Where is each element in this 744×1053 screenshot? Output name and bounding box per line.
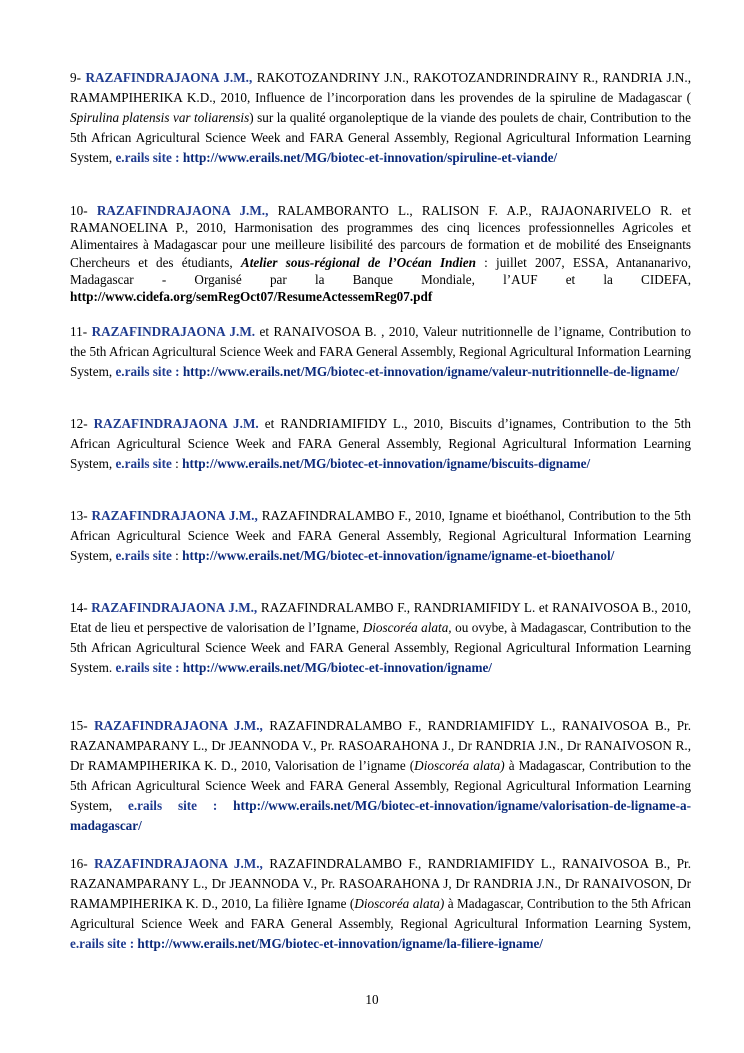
ref-italic: Atelier sous-régional de l’Océan Indien xyxy=(240,254,476,270)
reference-item xyxy=(70,854,691,954)
ref-number: 10- xyxy=(70,203,88,218)
ref-lead-author: RAZAFINDRAJAONA J.M., xyxy=(91,600,258,615)
reference-item xyxy=(70,598,691,678)
reference-item xyxy=(70,202,691,305)
ref-text: RAKOTOZANDRINY J.N., RAKOTOZANDRINDRAINY R., RANDRIA J.N., RAMAMPIHERIKA K.D., 2010, Influence de l’incorporation dans les provendes de la spiruline de Madagascar ( xyxy=(70,70,692,105)
ref-lead-author: RAZAFINDRAJAONA J.M., xyxy=(85,70,253,85)
ref-text-2: ) sur la qualité organoleptique de la viande des poulets de chair, Contribution to the 5th African Agricultural Science Week and FARA General Assembly, Regional Agricultural Information Learning System, xyxy=(70,110,691,165)
erails-label: e.rails site : xyxy=(128,798,218,813)
ref-lead-author: RAZAFINDRAJAONA J.M., xyxy=(96,203,269,218)
ref-number: 9- xyxy=(70,70,81,85)
erails-label: e.rails site : xyxy=(70,936,135,951)
ref-text: RAZAFINDRALAMBO F., RANDRIAMIFIDY L. et RANAIVOSOA B., 2010, Etat de lieu et perspective de valorisation de l’Igname, xyxy=(70,600,692,635)
ref-lead-author: RAZAFINDRAJAONA J.M. xyxy=(91,324,256,339)
ref-number: 14- xyxy=(70,600,88,615)
ref-text-2: : juillet 2007, ESSA, Antananarivo, Madagascar - Organisé par la Banque Mondiale, l’AUF et la CIDEFA, xyxy=(70,254,692,287)
ref-text: RAZAFINDRALAMBO F., RANDRIAMIFIDY L., RANAIVOSOA B., Pr. RAZANAMPARANY L., Dr JEANNODA V., Pr. RASOARAHONA J, Dr RANDRIA J.N., Dr RANAIVOSON, Dr RAMAMPIHERIKA K. D., 2010, La filière Igname ( xyxy=(70,856,691,911)
colon: : xyxy=(171,548,183,563)
erails-label: e.rails site : xyxy=(115,150,180,165)
ref-link[interactable]: http://www.erails.net/MG/biotec-et-innovation/igname/valeur-nutritionnelle-de-ligname/ xyxy=(182,364,680,379)
reference-item xyxy=(70,716,691,836)
ref-link[interactable]: http://www.cidefa.org/semRegOct07/ResumeActessemReg07.pdf xyxy=(70,289,433,305)
ref-text: et RANAIVOSOA B. , 2010, Valeur nutritionnelle de l’igname, Contribution to the 5th African Agricultural Science Week and FARA General Assembly, Regional Agricultural Information Learning System, xyxy=(70,324,692,379)
ref-lead-author: RAZAFINDRAJAONA J.M. xyxy=(93,416,259,431)
ref-text-2: à Madagascar, Contribution to the 5th African Agricultural Science Week and FARA General Assembly, Regional Agricultural Information Learning System, xyxy=(70,896,691,931)
ref-lead-author: RAZAFINDRAJAONA J.M., xyxy=(91,508,258,523)
ref-italic: Spirulina platensis var toliarensis xyxy=(70,110,250,125)
ref-link[interactable]: http://www.erails.net/MG/biotec-et-innovation/igname/biscuits-digname/ xyxy=(182,456,591,471)
erails-label: e.rails site xyxy=(115,456,172,471)
ref-number: 11- xyxy=(70,324,88,339)
ref-number: 15- xyxy=(70,718,88,733)
page-number: 10 xyxy=(365,992,379,1007)
erails-label: e.rails site xyxy=(115,548,172,563)
ref-italic: Dioscoréa alata) xyxy=(354,896,445,911)
ref-number: 13- xyxy=(70,508,88,523)
ref-link[interactable]: http://www.erails.net/MG/biotec-et-innovation/igname/ xyxy=(182,660,492,675)
ref-link[interactable]: http://www.erails.net/MG/biotec-et-innovation/igname/la-filiere-igname/ xyxy=(137,936,543,951)
erails-label: e.rails site : xyxy=(115,364,180,379)
colon: : xyxy=(171,456,183,471)
reference-item xyxy=(70,322,691,382)
ref-link[interactable]: http://www.erails.net/MG/biotec-et-innovation/igname/igname-et-bioethanol/ xyxy=(182,548,615,563)
ref-number: 12- xyxy=(70,416,88,431)
ref-text-2: à Madagascar, Contribution to the 5th African Agricultural Science Week and FARA General Assembly, Regional Agricultural Information Learning System, xyxy=(70,758,691,813)
reference-item xyxy=(70,414,691,474)
ref-text-2: ou ovybe, à Madagascar, Contribution to the 5th African Agricultural Science Week and FARA General Assembly, Regional Agricultural Information Learning System. xyxy=(70,620,692,675)
ref-text: RAZAFINDRALAMBO F., 2010, Igname et bioéthanol, Contribution to the 5th African Agricultural Science Week and FARA General Assembly, Regional Agricultural Information Learning System, xyxy=(70,508,692,563)
ref-lead-author: RAZAFINDRAJAONA J.M., xyxy=(94,856,263,871)
reference-item xyxy=(70,506,691,566)
ref-italic: Dioscoréa alata) xyxy=(414,758,505,773)
reference-item xyxy=(70,68,691,168)
ref-link[interactable]: http://www.erails.net/MG/biotec-et-innovation/igname/valorisation-de-ligname-a-madagascar/ xyxy=(70,798,691,833)
ref-text: et RANDRIAMIFIDY L., 2010, Biscuits d’ignames, Contribution to the 5th African Agricultural Science Week and FARA General Assembly, Regional Agricultural Information Learning System, xyxy=(70,416,691,471)
ref-italic: Dioscoréa alata, xyxy=(362,620,452,635)
ref-number: 16- xyxy=(70,856,88,871)
ref-text: RALAMBORANTO L., RALISON F. A.P., RAJAONARIVELO R. et RAMANOELINA P., 2010, Harmonisation des programmes des cinq licences professionnelles Agricoles et Alimentaires à Madagascar pour une meilleure lisibilité des parcours de formation et de mobilité des Enseignants Chercheurs et des étudiants, xyxy=(70,203,691,270)
ref-lead-author: RAZAFINDRAJAONA J.M., xyxy=(94,718,263,733)
ref-text: RAZAFINDRALAMBO F., RANDRIAMIFIDY L., RANAIVOSOA B., Pr. RAZANAMPARANY L., Dr JEANNODA V., Pr. RASOARAHONA J., Dr RANDRIA J.N., Dr RANAIVOSON R., Dr RAMAMPIHERIKA K. D., 2010, Valorisation de l’igname ( xyxy=(70,718,691,773)
erails-label: e.rails site : xyxy=(115,660,180,675)
ref-link[interactable]: http://www.erails.net/MG/biotec-et-innovation/spiruline-et-viande/ xyxy=(182,150,558,165)
